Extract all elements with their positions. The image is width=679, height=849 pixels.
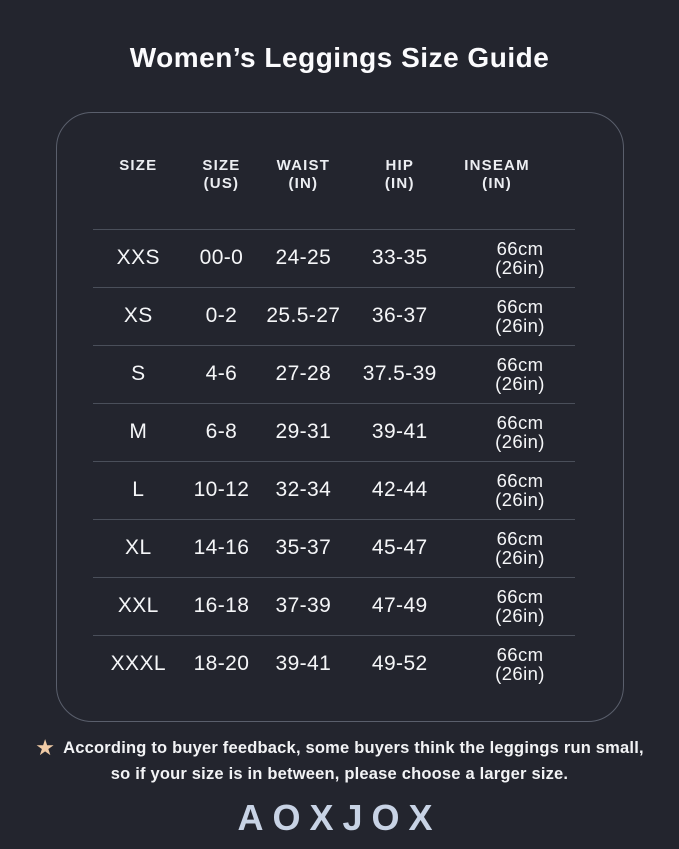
cell-inseam: [452, 287, 575, 345]
table-row: [93, 461, 575, 519]
star-icon: ★: [35, 735, 56, 760]
cell-inseam: [452, 229, 575, 287]
cell-size: XXL: [117, 594, 159, 617]
size-table-card: [56, 112, 624, 722]
cell-inseam: [452, 635, 575, 693]
cell-waist: 37-39: [275, 594, 332, 617]
size-table-body: [93, 229, 575, 693]
cell-size: M: [129, 420, 148, 443]
cell-waist: 39-41: [275, 652, 332, 676]
inseam-cm: 66cm: [496, 296, 544, 317]
cell-waist: 24-25: [275, 246, 332, 269]
cell-size: L: [132, 478, 145, 501]
cell-size-us: 18-20: [193, 652, 250, 676]
header-line1: WAIST: [276, 157, 331, 174]
cell-size: XXS: [116, 246, 160, 269]
cell-inseam: [452, 519, 575, 577]
table-row: [93, 635, 575, 693]
cell-size-us: 00-0: [199, 246, 244, 269]
fit-note: [30, 735, 650, 787]
cell-size: XXXL: [110, 652, 166, 676]
table-header-cell: [259, 157, 348, 229]
table-header-cell: [452, 157, 575, 229]
table-header-cell: [184, 157, 259, 229]
fit-note-text: According to buyer feedback, some buyers think the leggings run small, so if your size is in between, please choose a larger size.: [63, 739, 644, 783]
table-header-row: [93, 157, 575, 229]
cell-size-us: 4-6: [205, 362, 238, 385]
cell-size: S: [131, 362, 146, 385]
header-line1: INSEAM: [464, 157, 530, 174]
inseam-cm: 66cm: [496, 470, 544, 491]
header-line2: (IN): [384, 175, 415, 192]
inseam-in: (26in): [495, 257, 545, 278]
inseam-in: (26in): [495, 605, 545, 626]
cell-hip: 47-49: [371, 594, 428, 617]
cell-inseam: [452, 577, 575, 635]
cell-size-us: 0-2: [205, 304, 238, 327]
table-header-cell: [348, 157, 452, 229]
inseam-cm: 66cm: [496, 528, 544, 549]
cell-size-us: 10-12: [193, 478, 250, 501]
header-line1: HIP: [385, 157, 415, 174]
cell-size-us: 16-18: [193, 594, 250, 617]
table-row: [93, 345, 575, 403]
cell-waist: 29-31: [275, 420, 332, 443]
inseam-cm: 66cm: [496, 412, 544, 433]
cell-hip: 45-47: [371, 536, 428, 559]
inseam-cm: 66cm: [496, 354, 544, 375]
inseam-in: (26in): [495, 431, 545, 452]
inseam-cm: 66cm: [496, 644, 544, 666]
cell-size: XL: [125, 536, 152, 559]
cell-waist: 35-37: [275, 536, 332, 559]
header-line2: (US): [203, 175, 240, 192]
table-row: [93, 229, 575, 287]
header-line1: SIZE: [119, 157, 158, 174]
cell-size-us: 6-8: [205, 420, 238, 443]
brand-logo: AOXJOX: [237, 797, 442, 838]
cell-inseam: [452, 345, 575, 403]
cell-inseam: [452, 403, 575, 461]
cell-hip: 49-52: [371, 652, 428, 676]
header-line2: (IN): [288, 175, 319, 192]
inseam-in: (26in): [495, 315, 545, 336]
header-line1: SIZE: [202, 157, 241, 174]
inseam-in: (26in): [495, 489, 545, 510]
inseam-in: (26in): [495, 373, 545, 394]
cell-waist: 27-28: [275, 362, 332, 385]
page-title: Women’s Leggings Size Guide: [129, 42, 550, 73]
cell-hip: 37.5-39: [362, 362, 437, 385]
table-row: [93, 519, 575, 577]
cell-size: XS: [123, 304, 153, 327]
cell-hip: 36-37: [371, 304, 428, 327]
table-row: [93, 287, 575, 345]
cell-waist: 25.5-27: [266, 304, 341, 327]
cell-hip: 39-41: [371, 420, 428, 443]
cell-inseam: [452, 461, 575, 519]
cell-waist: 32-34: [275, 478, 332, 501]
table-row: [93, 403, 575, 461]
table-header-cell: [93, 157, 185, 229]
header-line2: (IN): [482, 175, 512, 192]
inseam-cm: 66cm: [496, 238, 544, 259]
cell-hip: 33-35: [371, 246, 428, 269]
table-row: [93, 577, 575, 635]
inseam-in: (26in): [495, 547, 545, 568]
inseam-cm: 66cm: [496, 586, 544, 607]
size-table: [93, 157, 575, 693]
inseam-in: (26in): [495, 663, 545, 685]
cell-size-us: 14-16: [193, 536, 250, 559]
cell-hip: 42-44: [371, 478, 428, 501]
